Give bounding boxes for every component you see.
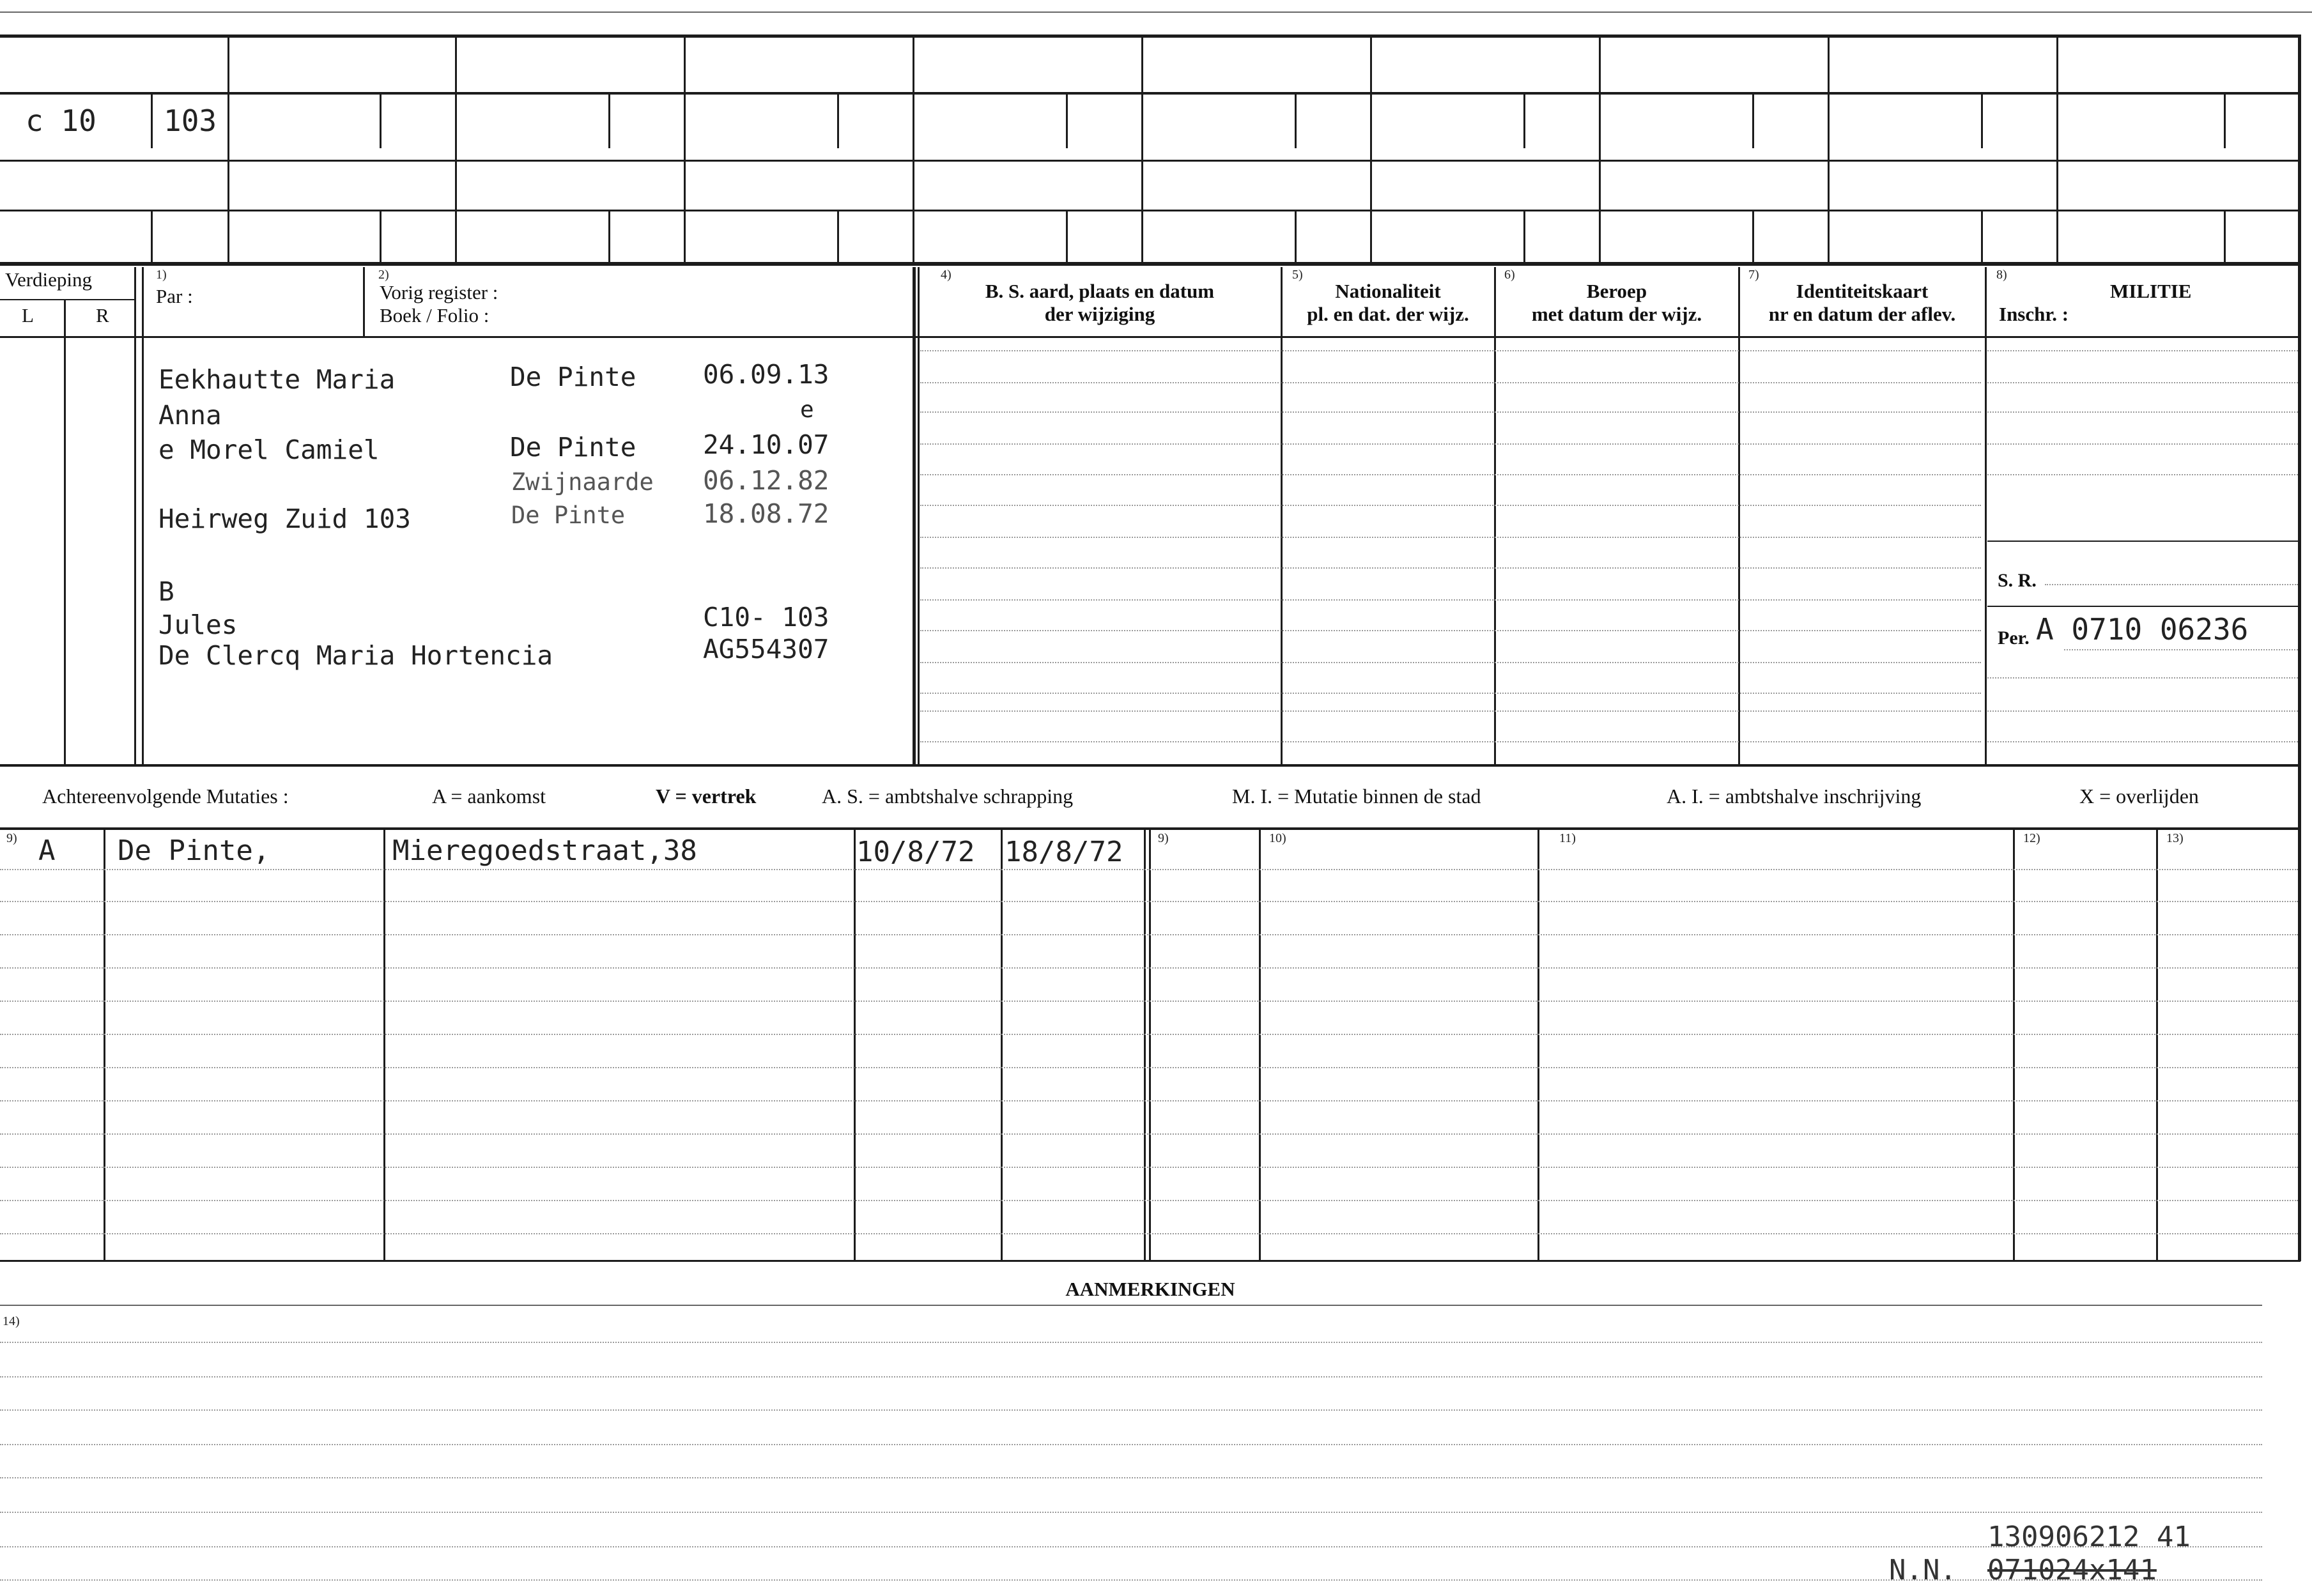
place-3: Zwijnaarde [511,468,654,496]
remarks-number: 14) [3,1314,20,1328]
par-label: Par : [156,285,193,307]
id-card-header: Identiteitskaart [1796,280,1929,302]
civil-status-header-2: der wijziging [1044,303,1155,325]
id-card-header-2: nr en datum der aflev. [1768,303,1956,325]
legend-death: X = overlijden [2079,785,2199,808]
previous-register-label: Vorig register : [380,281,498,303]
mutation-date-1: 10/8/72 [856,836,975,868]
floor-left: L [22,304,34,326]
legend-removal: A. S. = ambtshalve schrapping [822,785,1074,808]
address: Heirweg Zuid 103 [158,503,411,534]
birth-place: De Pinte [510,362,636,392]
category-letter: B [158,576,174,607]
col4-number: 4) [941,268,952,282]
col9-number: 9) [6,831,17,845]
col12-number: 12) [2023,831,2040,845]
col1-number: 1) [156,268,167,282]
mutation-street: Mieregoedstraat,38 [392,834,697,867]
mutations-legend-title: Achtereenvolgende Mutaties : [42,785,289,808]
date-4: 18.08.72 [703,498,829,529]
marriage-place: De Pinte [510,432,636,463]
per-label: Per. [1998,627,2030,648]
mother-name: De Clercq Maria Hortencia [158,640,553,671]
mutation-place: De Pinte, [118,834,270,867]
col9b-number: 9) [1158,831,1169,845]
nationality-header-2: pl. en dat. der wijz. [1307,303,1469,325]
date-3: 06.12.82 [703,465,829,496]
legend-registration: A. I. = ambtshalve inschrijving [1667,785,1922,808]
col8-number: 8) [1996,268,2007,282]
book-folio-label: Boek / Folio : [380,304,489,326]
remarks-title: AANMERKINGEN [1065,1278,1235,1300]
reference-1: C10- 103 [703,602,829,633]
col13-number: 13) [2166,831,2184,845]
legend-arrival: A = aankomst [432,785,546,808]
col11-number: 11) [1559,831,1576,845]
inschr-label: Inschr. : [1999,303,2069,325]
reference-2: AG554307 [703,634,829,664]
floor-header: Verdieping [5,268,93,291]
footer-number: 130906212 41 [1987,1521,2191,1553]
militia-header: MILITIE [2110,280,2192,302]
place-4: De Pinte [511,502,626,529]
col2-number: 2) [378,268,389,282]
nationality-header: Nationaliteit [1335,280,1441,302]
marriage-date: 24.10.07 [703,429,829,460]
person-name-2: Anna [158,400,222,431]
nn-value: 071024x141 [1987,1554,2157,1586]
spouse-name: e Morel Camiel [158,434,380,465]
legend-departure: V = vertrek [656,785,757,808]
first-name: Jules [158,610,238,640]
register-number: 103 [164,104,217,138]
mutation-type: A [38,834,56,867]
floor-right: R [96,304,109,326]
profession-header-2: met datum der wijz. [1531,303,1702,325]
legend-internal-move: M. I. = Mutatie binnen de stad [1232,785,1481,808]
register-code: c 10 [26,104,96,138]
sr-label: S. R. [1998,570,2037,591]
nn-label: N.N. [1889,1554,1957,1586]
date-marker: e [800,397,814,423]
mutation-date-2: 18/8/72 [1005,836,1123,868]
col10-number: 10) [1269,831,1286,845]
per-number: A 0710 06236 [2036,612,2249,647]
person-name: Eekhautte Maria [158,364,396,395]
profession-header: Beroep [1586,280,1647,302]
col6-number: 6) [1504,268,1515,282]
col7-number: 7) [1748,268,1759,282]
civil-status-header: B. S. aard, plaats en datum [985,280,1215,302]
birth-date: 06.09.13 [703,359,829,390]
col5-number: 5) [1292,268,1303,282]
